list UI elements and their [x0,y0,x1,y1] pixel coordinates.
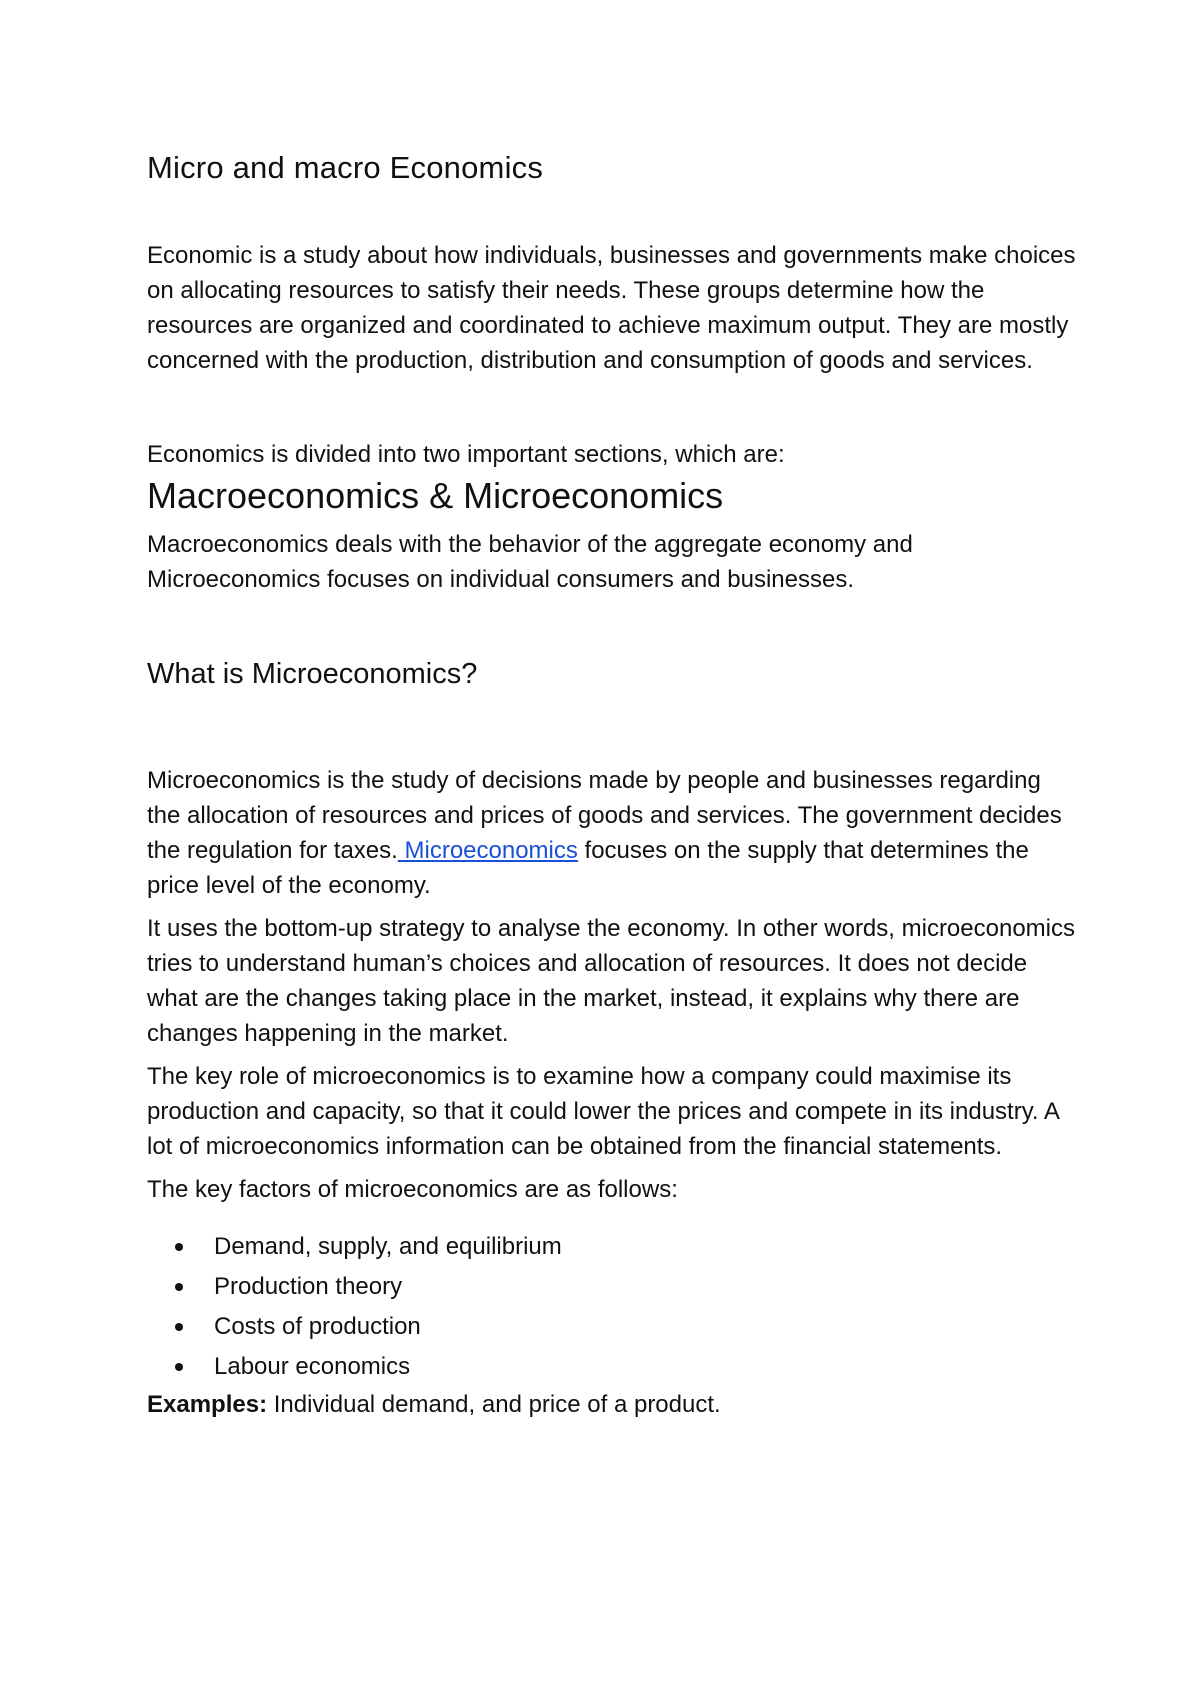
examples-line [147,1387,1077,1423]
paragraph-1-text-after-link: focuses on the supply that determines the price level of the economy. [147,837,1029,899]
intro-paragraph: Economic is a study about how individuals, businesses and governments make choices on allocating resources to satisfy their needs. These groups determine how the resources are organized and coordinated to achieve maximum output. They are mostly concerned with the production, distribution and consumption of goods and services. [147,242,1076,374]
bullet-icon [175,1323,183,1331]
paragraph-1-text-before-link: Microeconomics is the study of decisions made by people and businesses regarding the allocation of resources and prices of goods and services. The government decides the regulation for taxes. [147,767,1062,864]
microeconomics-paragraph-3: The key role of microeconomics is to examine how a company could maximise its production and capacity, so that it could lower the prices and compete in its industry. A lot of microeconomics information can be obtained from the financial statements. [147,1063,1059,1160]
examples-text: Individual demand, and price of a product. [267,1391,721,1418]
list-item-text: Costs of production [214,1313,421,1340]
microeconomics-paragraph-2: It uses the bottom-up strategy to analyse the economy. In other words, microeconomics tries to understand human’s choices and allocation of resources. It does not decide what are the changes taking place in the market, instead, it explains why there are changes happening in the market. [147,915,1075,1047]
main-heading: Macroeconomics & Microeconomics [147,475,724,516]
examples-label: Examples: [147,1391,268,1418]
list-item [175,1227,1077,1267]
list-item-text: Demand, supply, and equilibrium [214,1233,562,1260]
list-item [175,1267,1077,1307]
microeconomics-link[interactable]: Microeconomics [397,837,578,864]
document-content [147,148,1077,1423]
definition-paragraph: Macroeconomics deals with the behavior of the aggregate economy and Microeconomics focuses on individual consumers and businesses. [147,531,913,593]
bullet-icon [175,1283,183,1291]
list-item-text: Labour economics [214,1353,411,1380]
document-title: Micro and macro Economics [147,150,544,185]
what-is-microeconomics-heading: What is Microeconomics? [147,658,478,690]
key-factors-intro: The key factors of microeconomics are as follows: [147,1176,678,1203]
list-item-text: Production theory [214,1273,403,1300]
key-factors-list [147,1227,1077,1387]
list-item [175,1307,1077,1347]
bullet-icon [175,1243,183,1251]
divided-sentence: Economics is divided into two important sections, which are: [147,441,785,468]
list-item [175,1347,1077,1387]
bullet-icon [175,1363,183,1371]
microeconomics-paragraph-1 [147,763,1077,903]
